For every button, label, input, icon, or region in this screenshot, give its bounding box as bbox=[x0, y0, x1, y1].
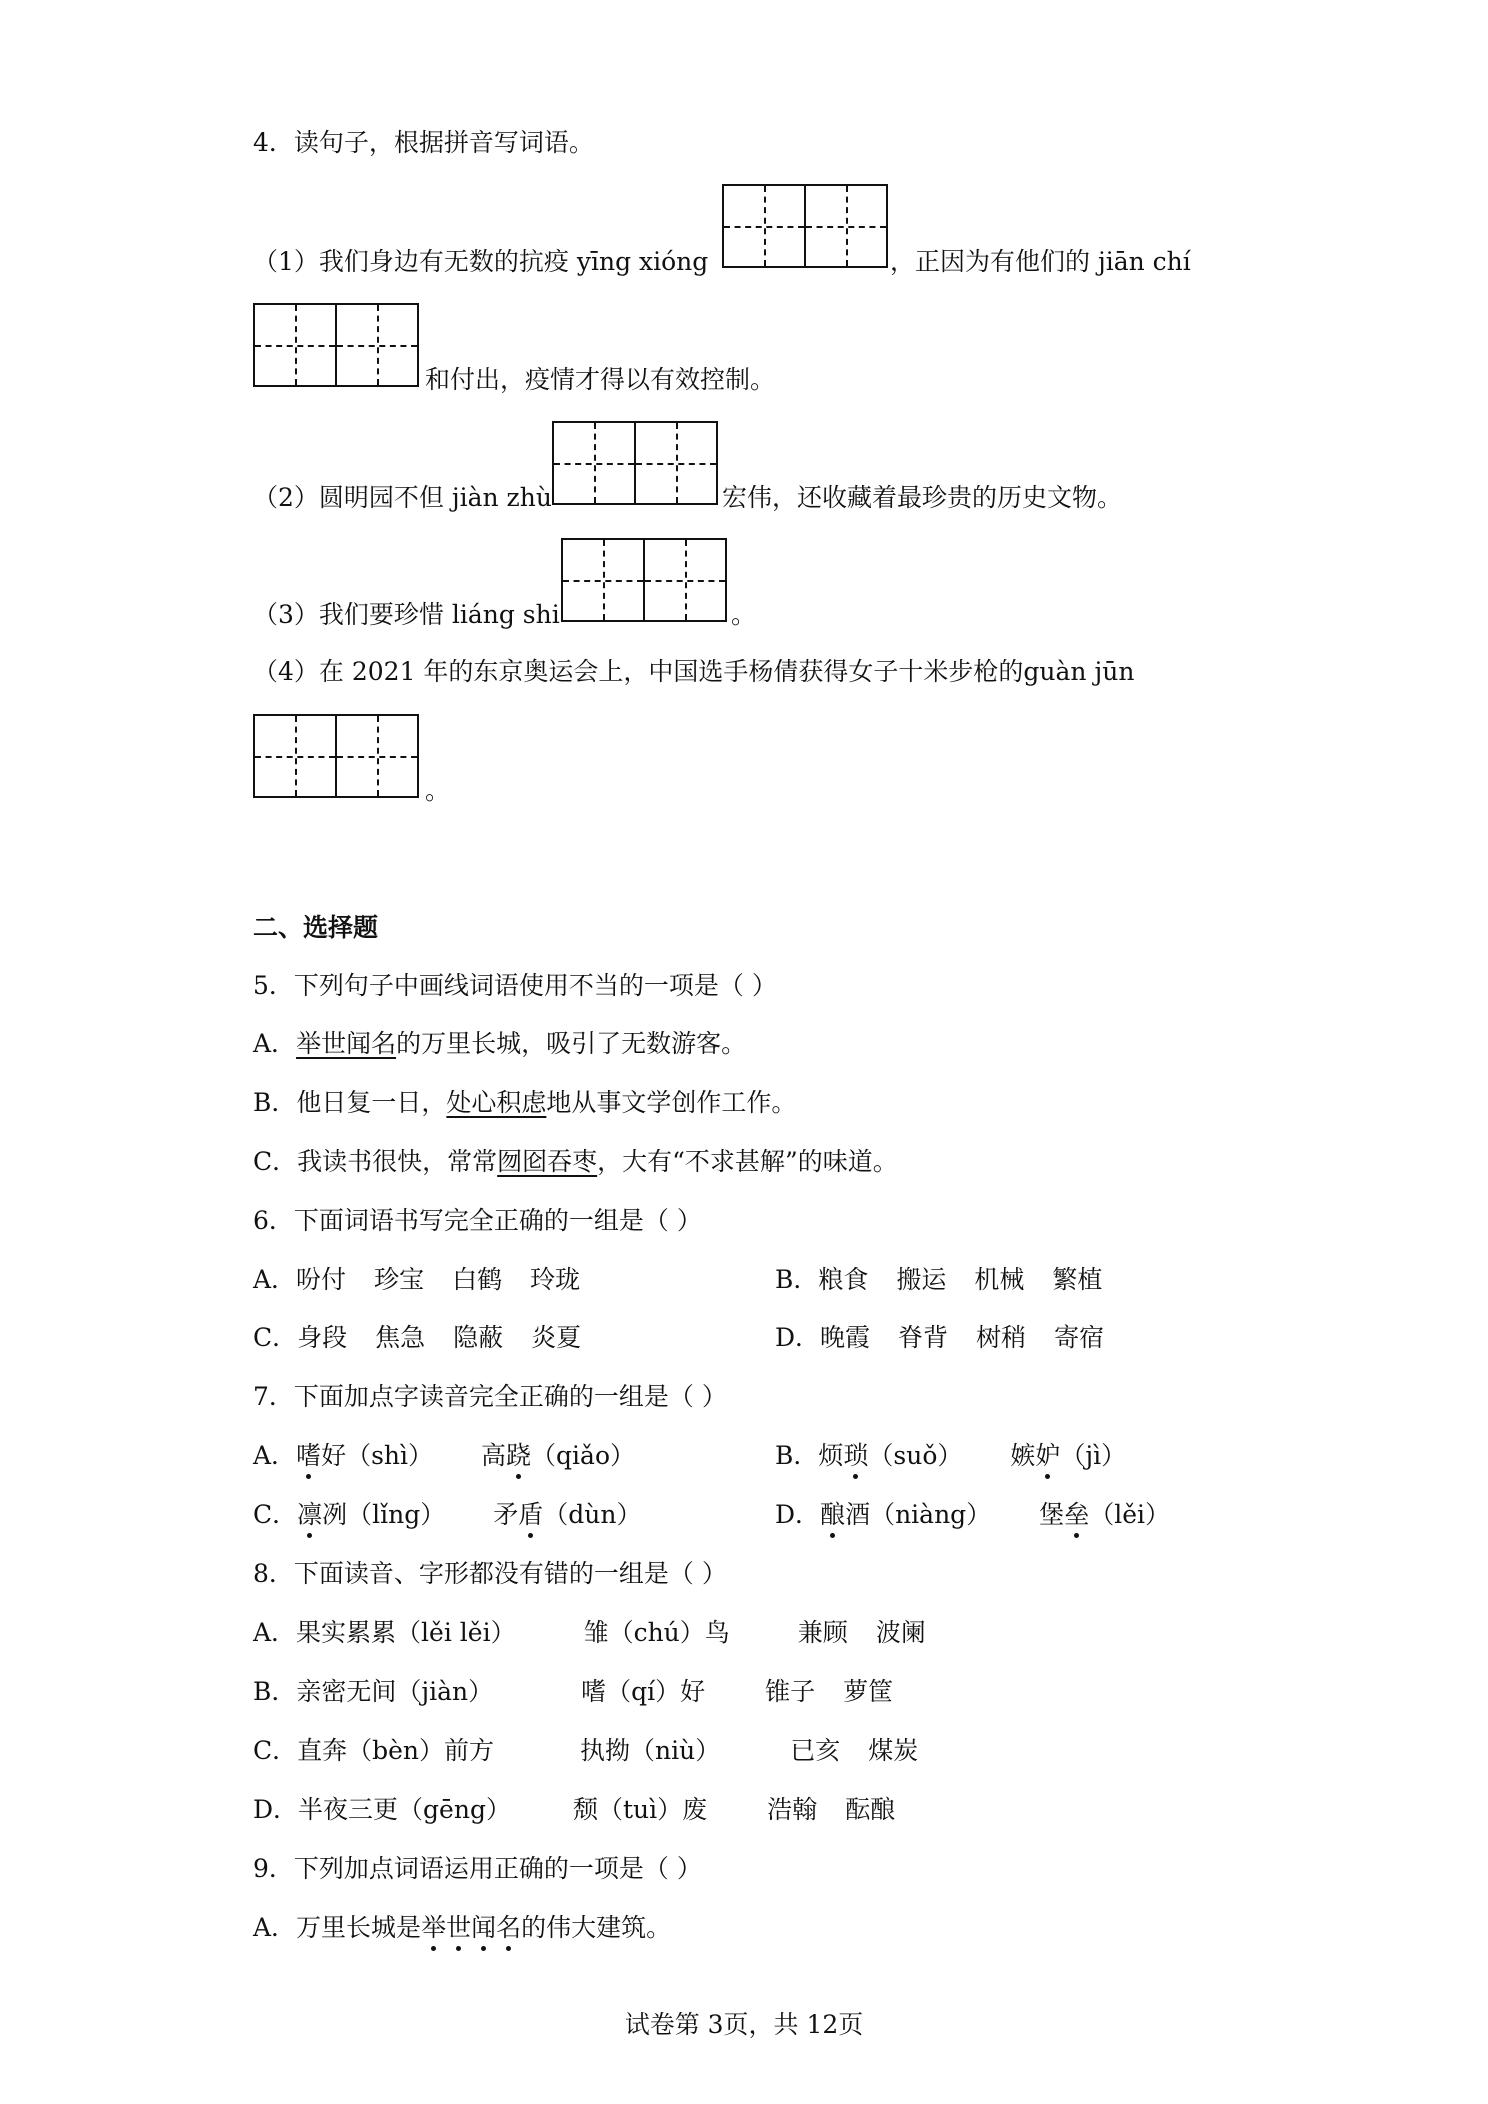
q4-s2-text-b: 宏伟，还收藏着最珍贵的历史文物。 bbox=[722, 483, 1123, 512]
q5-option-a[interactable] bbox=[253, 1027, 746, 1061]
option-label: C．我读书很快，常常 bbox=[253, 1147, 498, 1176]
option-text: A．果实累累（lěi lěi） bbox=[253, 1618, 516, 1647]
option-text: 酒（niàng） bbox=[845, 1500, 992, 1529]
q7-option-a[interactable] bbox=[253, 1439, 635, 1473]
q7-option-d[interactable] bbox=[775, 1498, 1170, 1532]
option-text: 已亥 bbox=[790, 1736, 841, 1765]
q7-option-b[interactable] bbox=[775, 1439, 1126, 1473]
dotted-char: 盾 bbox=[518, 1498, 543, 1532]
q8-option-c[interactable] bbox=[253, 1734, 918, 1768]
q7-option-c[interactable] bbox=[253, 1498, 642, 1532]
option-label: B．他日复一日， bbox=[253, 1088, 447, 1117]
dotted-char: 嗜 bbox=[296, 1439, 321, 1473]
dotted-char: 凛 bbox=[297, 1498, 322, 1532]
dotted-char: 名 bbox=[496, 1911, 521, 1945]
option-word: 繁植 bbox=[1052, 1265, 1103, 1294]
option-text: （lěi） bbox=[1089, 1500, 1170, 1529]
option-text: 的万里长城，吸引了无数游客。 bbox=[396, 1029, 747, 1058]
option-text: 高 bbox=[481, 1441, 507, 1470]
q5-option-b[interactable] bbox=[253, 1086, 796, 1120]
option-text: 颓（tuì）废 bbox=[572, 1795, 708, 1824]
option-text: C．直奔（bèn）前方 bbox=[253, 1736, 495, 1765]
q4-s4-text-b: 。 bbox=[425, 776, 451, 805]
dotted-char: 世 bbox=[446, 1911, 471, 1945]
q6-stem: 6．下面词语书写完全正确的一组是（ ） bbox=[253, 1206, 702, 1235]
option-word: 隐蔽 bbox=[453, 1323, 504, 1352]
option-word: 寄宿 bbox=[1054, 1323, 1105, 1352]
option-text: 堡 bbox=[1039, 1500, 1065, 1529]
q9-option-a[interactable] bbox=[253, 1911, 671, 1945]
q4-answer-box-2[interactable] bbox=[253, 303, 419, 387]
option-text: 酝酿 bbox=[845, 1795, 896, 1824]
dotted-char: 酿 bbox=[820, 1498, 845, 1532]
q7-stem: 7．下面加点字读音完全正确的一组是（ ） bbox=[253, 1382, 727, 1411]
q8-stem: 8．下面读音、字形都没有错的一组是（ ） bbox=[253, 1559, 727, 1588]
option-word: 炎夏 bbox=[531, 1323, 582, 1352]
underlined-word: 囫囵吞枣 bbox=[497, 1147, 598, 1176]
option-text: 冽（lǐng） bbox=[322, 1500, 446, 1529]
option-word: 珍宝 bbox=[374, 1265, 425, 1294]
dotted-char: 跷 bbox=[506, 1439, 531, 1473]
option-word: B．粮食 bbox=[775, 1265, 869, 1294]
dotted-char: 琐 bbox=[843, 1439, 868, 1473]
dotted-char: 垒 bbox=[1064, 1498, 1089, 1532]
option-text: 煤炭 bbox=[868, 1736, 919, 1765]
option-text: （dùn） bbox=[543, 1500, 642, 1529]
option-text: 的伟大建筑。 bbox=[521, 1913, 672, 1942]
option-text: （qiǎo） bbox=[531, 1441, 636, 1470]
option-text: 浩翰 bbox=[767, 1795, 818, 1824]
q8-option-a[interactable] bbox=[253, 1616, 926, 1650]
option-label: A． bbox=[253, 1029, 297, 1058]
q8-option-d[interactable] bbox=[253, 1793, 895, 1827]
option-text: 雏（chú）鸟 bbox=[583, 1618, 730, 1647]
option-text: D．半夜三更（gēng） bbox=[253, 1795, 511, 1824]
q4-s3-text-b: 。 bbox=[731, 600, 757, 629]
q8-option-b[interactable] bbox=[253, 1675, 893, 1709]
underlined-word: 处心积虑 bbox=[446, 1088, 547, 1117]
q9-stem: 9．下列加点词语运用正确的一项是（ ） bbox=[253, 1854, 702, 1883]
q4-answer-box-5[interactable] bbox=[253, 714, 419, 798]
q4-answer-box-3[interactable] bbox=[552, 421, 718, 505]
option-word: 树稍 bbox=[976, 1323, 1027, 1352]
option-text: 矛 bbox=[493, 1500, 519, 1529]
option-text: 波阑 bbox=[875, 1618, 926, 1647]
q4-answer-box-4[interactable] bbox=[561, 538, 727, 622]
option-text: 好（shì） bbox=[321, 1441, 434, 1470]
dotted-char: 妒 bbox=[1035, 1439, 1060, 1473]
q4-answer-box-1[interactable] bbox=[722, 184, 888, 268]
q4-s1-text-b: ，正因为有他们的 jiān chí bbox=[890, 247, 1191, 276]
q4-s1-text-a: （1）我们身边有无数的抗疫 yīng xióng bbox=[253, 247, 709, 276]
option-text: 嫉 bbox=[1010, 1441, 1036, 1470]
underlined-word: 举世闻名 bbox=[296, 1029, 397, 1058]
option-word: C．身段 bbox=[253, 1323, 348, 1352]
option-text: 执拗（niù） bbox=[580, 1736, 721, 1765]
q4-s4-text-a: （4）在 2021 年的东京奥运会上，中国选手杨倩获得女子十米步枪的guàn jūn bbox=[253, 657, 1135, 686]
option-word: 搬运 bbox=[896, 1265, 947, 1294]
q6-option-c[interactable] bbox=[253, 1321, 581, 1355]
dotted-char: 闻 bbox=[471, 1911, 496, 1945]
option-text: （suǒ） bbox=[868, 1441, 963, 1470]
option-word: A．吩付 bbox=[253, 1265, 347, 1294]
option-label: A．万里长城是 bbox=[253, 1913, 422, 1942]
q5-option-c[interactable] bbox=[253, 1145, 898, 1179]
dotted-char: 举 bbox=[421, 1911, 446, 1945]
q4-s1-text-c: 和付出，疫情才得以有效控制。 bbox=[425, 365, 776, 394]
option-text: ，大有“不求甚解”的味道。 bbox=[597, 1147, 898, 1176]
q5-stem: 5．下列句子中画线词语使用不当的一项是（ ） bbox=[253, 971, 777, 1000]
q4-s3-text-a: （3）我们要珍惜 liáng shi bbox=[253, 600, 560, 629]
option-word: 脊背 bbox=[898, 1323, 949, 1352]
option-text: 锥子 bbox=[765, 1677, 816, 1706]
option-text: 地从事文学创作工作。 bbox=[546, 1088, 797, 1117]
q4-s2-text-a: （2）圆明园不但 jiàn zhù bbox=[253, 483, 552, 512]
option-label: C． bbox=[253, 1500, 298, 1529]
q6-option-b[interactable] bbox=[775, 1263, 1102, 1297]
option-text: 兼顾 bbox=[797, 1618, 848, 1647]
q6-option-d[interactable] bbox=[775, 1321, 1104, 1355]
option-label: B．烦 bbox=[775, 1441, 844, 1470]
option-label: A． bbox=[253, 1441, 297, 1470]
option-word: 机械 bbox=[974, 1265, 1025, 1294]
option-text: 萝筐 bbox=[843, 1677, 894, 1706]
page-footer: 试卷第 3页，共 12页 bbox=[624, 2010, 864, 2039]
option-label: D． bbox=[775, 1500, 821, 1529]
option-word: 焦急 bbox=[375, 1323, 426, 1352]
option-word: 玲珑 bbox=[530, 1265, 581, 1294]
option-text: 嗜（qí）好 bbox=[581, 1677, 706, 1706]
option-word: D．晚霞 bbox=[775, 1323, 871, 1352]
option-text: B．亲密无间（jiàn） bbox=[253, 1677, 494, 1706]
option-text: （jì） bbox=[1060, 1441, 1127, 1470]
option-word: 白鹤 bbox=[452, 1265, 503, 1294]
q4-title: 4．读句子，根据拼音写词语。 bbox=[253, 128, 594, 157]
q6-option-a[interactable] bbox=[253, 1263, 580, 1297]
section-title: 二、选择题 bbox=[253, 913, 379, 942]
